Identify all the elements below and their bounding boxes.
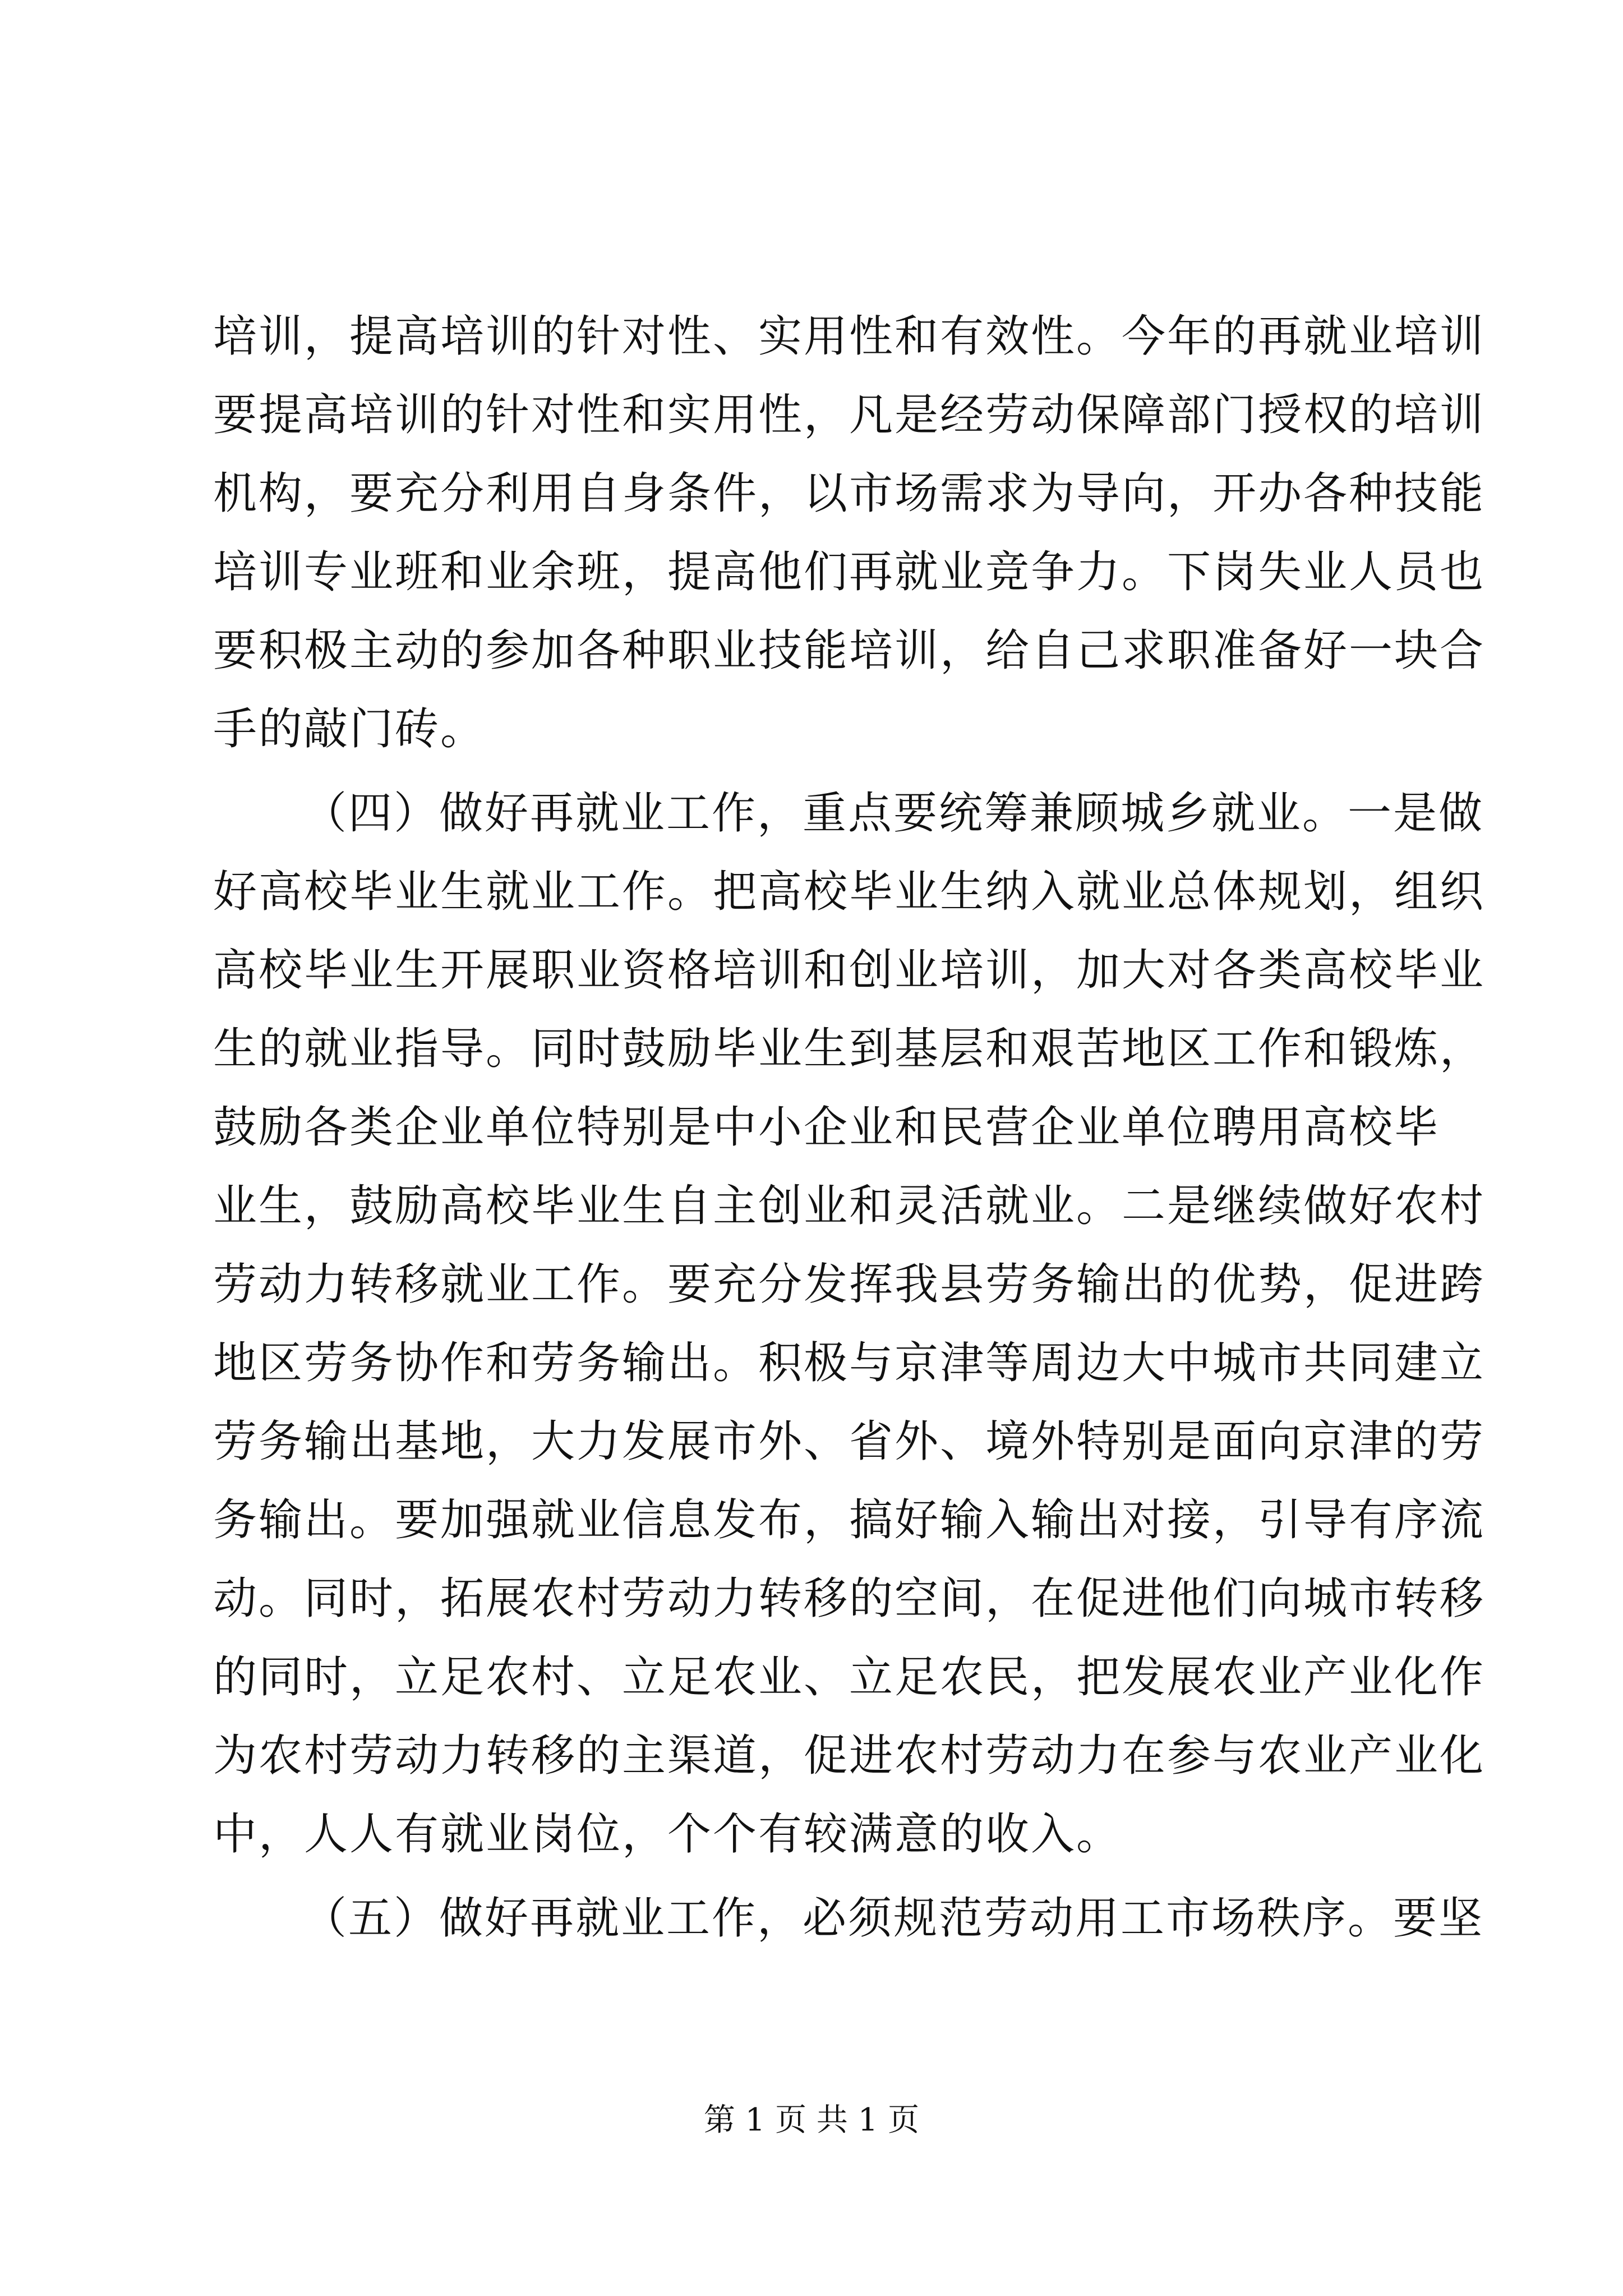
text-line: 培训专业班和业余班，提高他们再就业竞争力。下岗失业人员也 bbox=[213, 547, 1486, 597]
text-line: 业生，鼓励高校毕业生自主创业和灵活就业。二是继续做好农村 bbox=[213, 1181, 1486, 1231]
text-line: 中，人人有就业岗位，个个有较满意的收入。 bbox=[213, 1809, 1122, 1860]
text-line: 劳动力转移就业工作。要充分发挥我县劳务输出的优势，促进跨 bbox=[213, 1259, 1486, 1310]
text-line: 要积极主动的参加各种职业技能培训，给自己求职准备好一块合 bbox=[213, 625, 1486, 676]
text-line: 的同时，立足农村、立足农业、立足农民，把发展农业产业化作 bbox=[213, 1652, 1486, 1703]
text-line: 手的敲门砖。 bbox=[213, 704, 486, 754]
text-line: 培训，提高培训的针对性、实用性和有效性。今年的再就业培训 bbox=[213, 311, 1486, 362]
text-line: 机构，要充分利用自身条件，以市场需求为导向，开办各种技能 bbox=[213, 468, 1486, 519]
text-line: 鼓励各类企业单位特别是中小企业和民营企业单位聘用高校毕 bbox=[213, 1102, 1440, 1153]
text-line: 好高校毕业生就业工作。把高校毕业生纳入就业总体规划，组织 bbox=[213, 867, 1486, 917]
section-heading-line: （五）做好再就业工作，必须规范劳动用工市场秩序。要坚 bbox=[303, 1893, 1484, 1944]
text-line: 高校毕业生开展职业资格培训和创业培训，加大对各类高校毕业 bbox=[213, 945, 1486, 996]
page-footer: 第 1 页 共 1 页 bbox=[703, 2102, 920, 2138]
text-line: 动。同时，拓展农村劳动力转移的空间，在促进他们向城市转移 bbox=[213, 1573, 1486, 1624]
text-line: 地区劳务协作和劳务输出。积极与京津等周边大中城市共同建立 bbox=[213, 1338, 1486, 1388]
text-line: 生的就业指导。同时鼓励毕业生到基层和艰苦地区工作和锻炼， bbox=[213, 1024, 1486, 1074]
text-line: 务输出。要加强就业信息发布，搞好输入输出对接，引导有序流 bbox=[213, 1495, 1486, 1545]
text-line: 劳务输出基地，大力发展市外、省外、境外特别是面向京津的劳 bbox=[213, 1416, 1486, 1467]
section-heading-line: （四）做好再就业工作，重点要统筹兼顾城乡就业。一是做 bbox=[303, 788, 1484, 839]
text-line: 为农村劳动力转移的主渠道，促进农村劳动力在参与农业产业化 bbox=[213, 1731, 1486, 1781]
text-line: 要提高培训的针对性和实用性，凡是经劳动保障部门授权的培训 bbox=[213, 390, 1486, 440]
